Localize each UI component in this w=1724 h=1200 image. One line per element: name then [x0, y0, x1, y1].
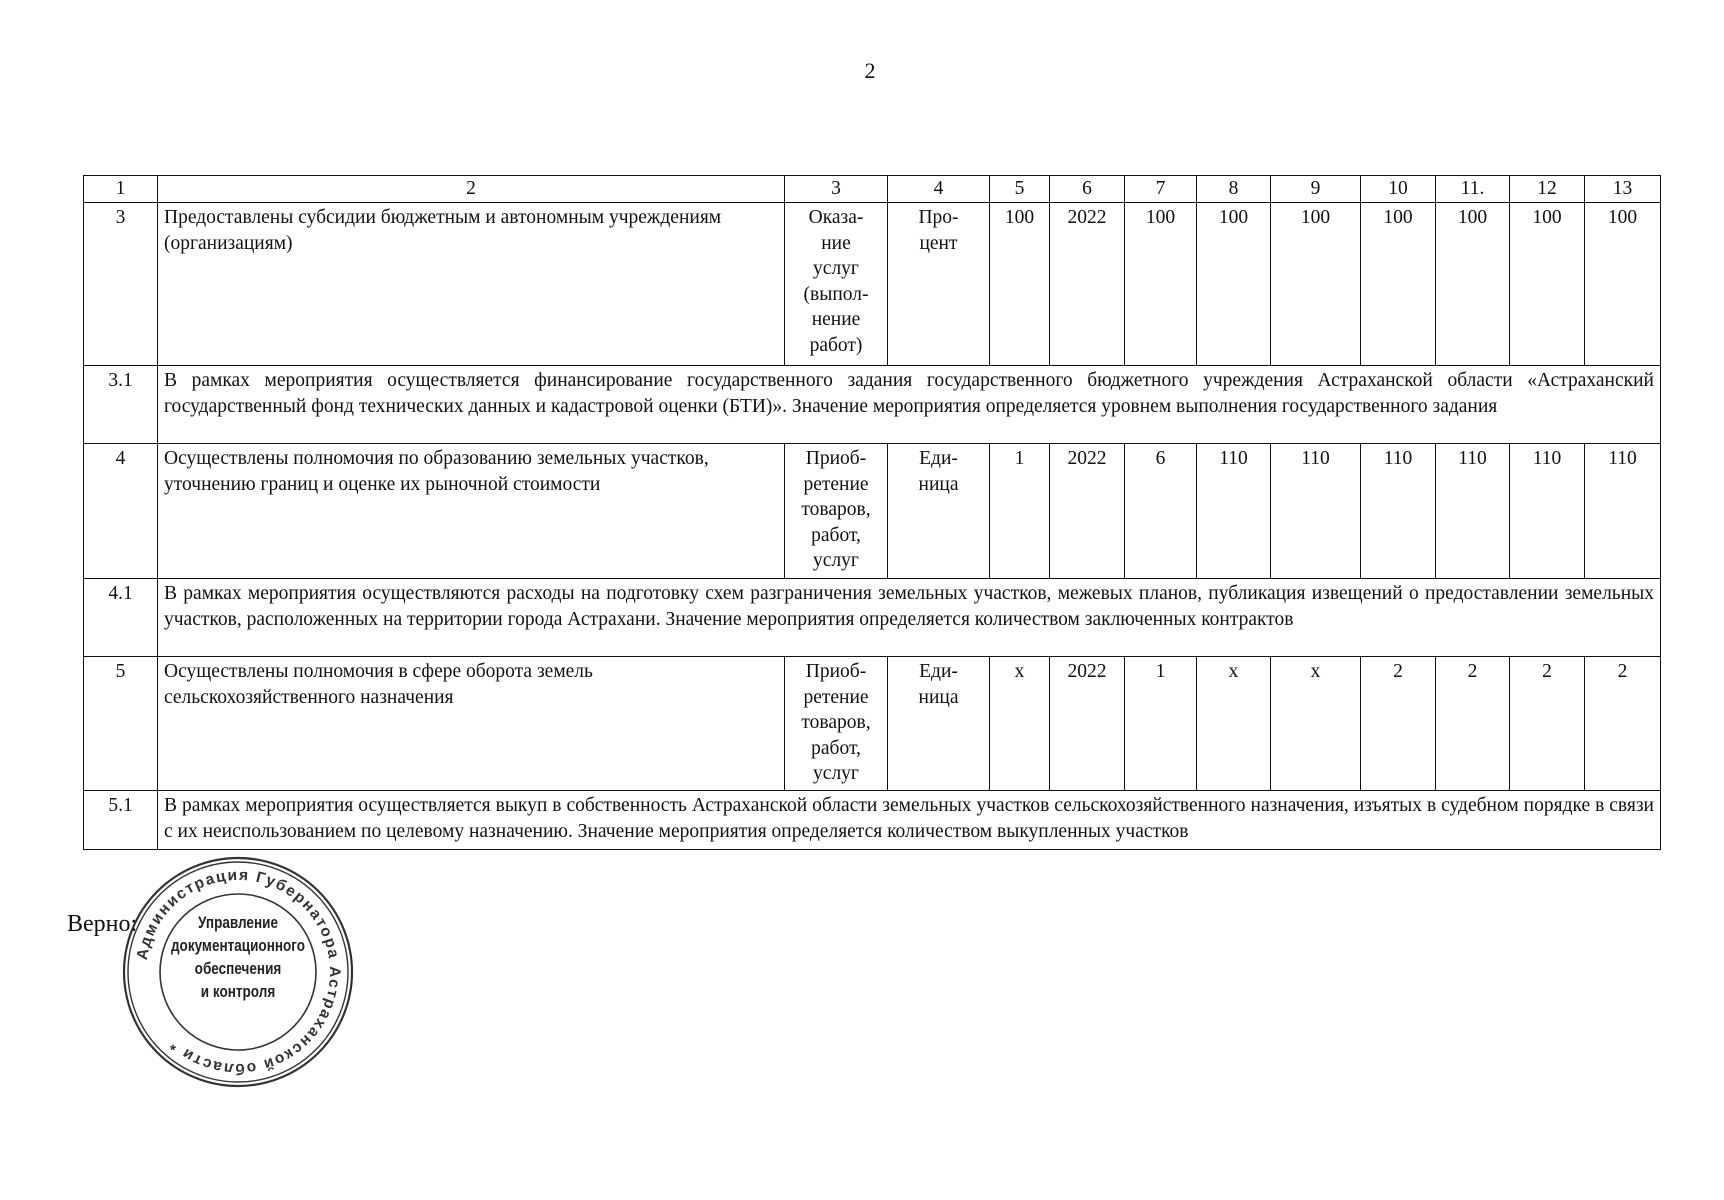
value-col-13: 100	[1585, 203, 1661, 366]
col-header-13: 13	[1585, 176, 1661, 203]
value-col-10: 100	[1361, 203, 1436, 366]
activity-kind: Приоб- ретение товаров, работ, услуг	[785, 657, 888, 791]
table-row-note	[84, 791, 1661, 850]
value-col-10: 2	[1361, 657, 1436, 791]
table-row	[84, 444, 1661, 579]
indicators-table	[83, 175, 1661, 850]
value-col-12: 110	[1510, 444, 1585, 579]
value-col-11: 2	[1436, 657, 1510, 791]
col-header-12: 12	[1510, 176, 1585, 203]
row-number: 5.1	[84, 791, 158, 850]
table-row	[84, 657, 1661, 791]
activity-kind: Оказа- ние услуг (выпол- нение работ)	[785, 203, 888, 366]
col-header-9: 9	[1271, 176, 1361, 203]
base-year: 2022	[1050, 203, 1125, 366]
official-seal	[118, 852, 358, 1092]
value-col-13: 2	[1585, 657, 1661, 791]
seal-ring-text: Администрация Губернатора Астраханской области *	[133, 866, 344, 1078]
value-col-11: 110	[1436, 444, 1510, 579]
seal-center-text: Управление документационного обеспечения и контроля	[170, 914, 306, 1001]
row-number: 3	[84, 203, 158, 366]
page-number: 2	[864, 58, 876, 83]
row-number: 4	[84, 444, 158, 579]
value-col-10: 110	[1361, 444, 1436, 579]
col-header-3: 3	[785, 176, 888, 203]
base-year: 2022	[1050, 657, 1125, 791]
col-header-10: 10	[1361, 176, 1436, 203]
unit: Про- цент	[888, 203, 990, 366]
row-number: 3.1	[84, 366, 158, 444]
certified-label: Верно:	[67, 911, 138, 937]
col-header-4: 4	[888, 176, 990, 203]
row-number: 4.1	[84, 579, 158, 657]
value-col-9: 100	[1271, 203, 1361, 366]
table-row-note	[84, 366, 1661, 444]
value-col-8: х	[1197, 657, 1271, 791]
value-col-12: 2	[1510, 657, 1585, 791]
table-row	[84, 203, 1661, 366]
value-col-9: х	[1271, 657, 1361, 791]
activity-name: Осуществлены полномочия в сфере оборота земель сельскохозяйственного назначения	[158, 657, 785, 791]
table-header-row	[84, 176, 1661, 203]
value-col-7: 6	[1125, 444, 1197, 579]
activity-kind: Приоб- ретение товаров, работ, услуг	[785, 444, 888, 579]
value-col-7: 1	[1125, 657, 1197, 791]
activity-note: В рамках мероприятия осуществляются расходы на подготовку схем разграничения земельных участков, межевых планов, публикация извещений о предоставлении земельных участков, расположенных на территории города Астрахани. Значение мероприятия определяется количеством заключенных контрактов	[158, 579, 1661, 657]
col-header-7: 7	[1125, 176, 1197, 203]
value-col-7: 100	[1125, 203, 1197, 366]
unit: Еди- ница	[888, 657, 990, 791]
value-col-8: 100	[1197, 203, 1271, 366]
value-col-13: 110	[1585, 444, 1661, 579]
activity-note: В рамках мероприятия осуществляется финансирование государственного задания государственного бюджетного учреждения Астраханской области «Астраханский государственный фонд технических данных и кадастровой оценки (БТИ)». Значение мероприятия определяется уровнем выполнения государственного задания	[158, 366, 1661, 444]
activity-name: Осуществлены полномочия по образованию земельных участков, уточнению границ и оценке их рыночной стоимости	[158, 444, 785, 579]
value-col-11: 100	[1436, 203, 1510, 366]
value-col-12: 100	[1510, 203, 1585, 366]
base-value: х	[990, 657, 1050, 791]
col-header-2: 2	[158, 176, 785, 203]
activity-note: В рамках мероприятия осуществляется выкуп в собственность Астраханской области земельных участков сельскохозяйственного назначения, изъятых в судебном порядке в связи с их неиспользованием по целевому назначению. Значение мероприятия определяется количеством выкупленных участков	[158, 791, 1661, 850]
base-year: 2022	[1050, 444, 1125, 579]
unit: Еди- ница	[888, 444, 990, 579]
base-value: 100	[990, 203, 1050, 366]
activity-name: Предоставлены субсидии бюджетным и автономным учреждениям (организациям)	[158, 203, 785, 366]
base-value: 1	[990, 444, 1050, 579]
col-header-5: 5	[990, 176, 1050, 203]
col-header-6: 6	[1050, 176, 1125, 203]
value-col-9: 110	[1271, 444, 1361, 579]
col-header-11: 11.	[1436, 176, 1510, 203]
table-row-note	[84, 579, 1661, 657]
row-number: 5	[84, 657, 158, 791]
col-header-1: 1	[84, 176, 158, 203]
col-header-8: 8	[1197, 176, 1271, 203]
value-col-8: 110	[1197, 444, 1271, 579]
